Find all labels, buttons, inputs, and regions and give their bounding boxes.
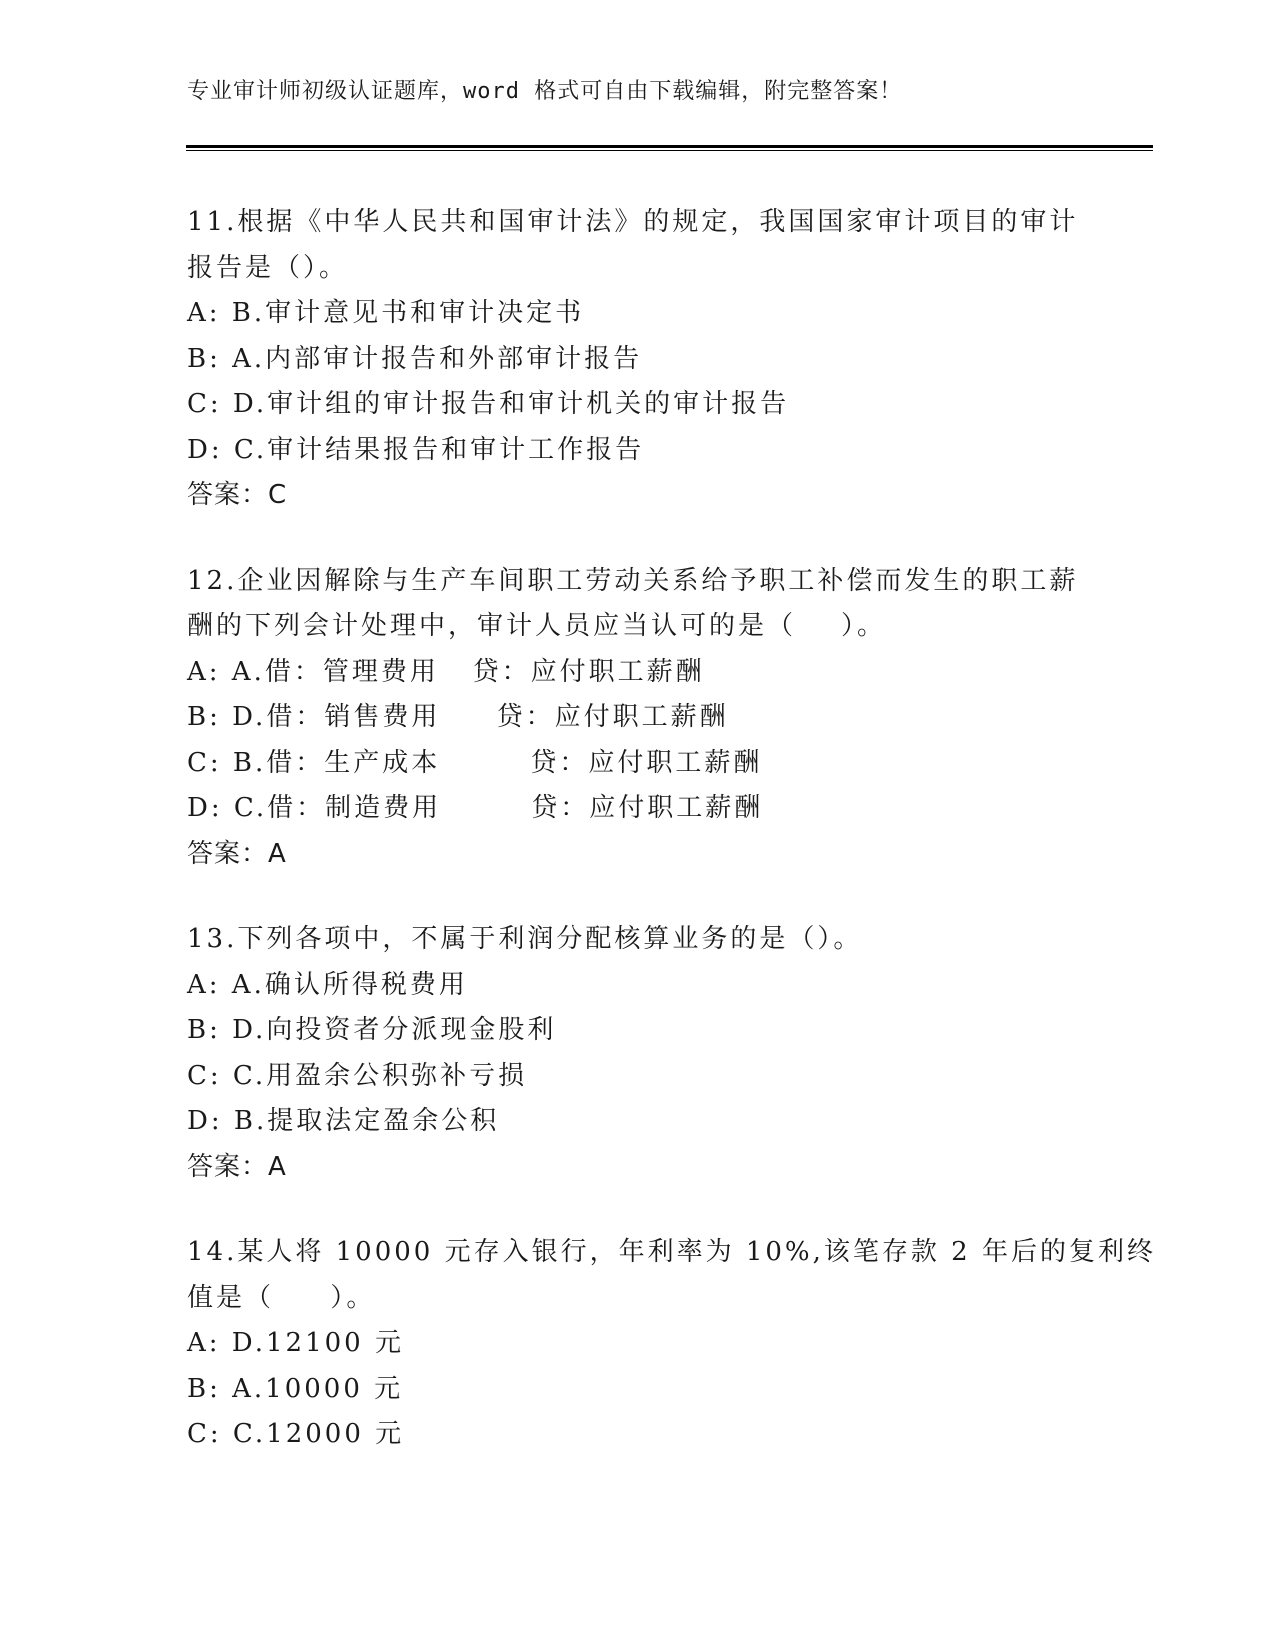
option-b: B: A.10000 元 [187, 1373, 404, 1404]
option-a: A: D.12100 元 [187, 1328, 404, 1358]
option-d: D: B.提取法定盈余公积 [187, 1106, 500, 1136]
answer: 答案：C [187, 480, 288, 510]
question-14 [187, 1230, 1156, 1458]
option-a: A: B.审计意见书和审计决定书 [187, 298, 585, 328]
option-d: D: C.审计结果报告和审计工作报告 [187, 434, 645, 465]
option-c: C: D.审计组的审计报告和审计机关的审计报告 [187, 389, 790, 419]
option-b: B: D.借：销售费用 贷：应付职工薪酬 [187, 702, 729, 732]
option-a: A: A.确认所得税费用 [187, 969, 468, 1000]
page-header: 专业审计师初级认证题库，word 格式可自由下载编辑，附完整答案！ [187, 79, 903, 104]
answer: 答案：A [187, 1151, 287, 1182]
question-stem-line: 14.某人将 10000 元存入银行，年利率为 10%,该笔存款 2 年后的复利终 [187, 1237, 1156, 1267]
question-stem-line: 11.根据《中华人民共和国审计法》的规定，我国国家审计项目的审计 [187, 207, 1079, 237]
header-rule-thick [186, 145, 1153, 148]
question-stem-line: 值是（ ）。 [187, 1282, 376, 1313]
question-11 [187, 200, 1087, 519]
question-stem-line: 13.下列各项中，不属于利润分配核算业务的是（）。 [187, 924, 863, 954]
option-a: A: A.借：管理费用 贷：应付职工薪酬 [187, 656, 705, 687]
question-12 [187, 559, 1087, 878]
question-stem-line: 酬的下列会计处理中，审计人员应当认可的是（ ）。 [187, 611, 887, 641]
question-list [187, 200, 1156, 1498]
question-stem-line: 报告是（）。 [187, 252, 349, 283]
option-c: C: C.12000 元 [187, 1419, 405, 1449]
option-b: B: A.内部审计报告和外部审计报告 [187, 343, 643, 374]
option-d: D: C.借：制造费用 贷：应付职工薪酬 [187, 793, 764, 823]
question-13 [187, 917, 1087, 1190]
header-rule-thin [186, 150, 1153, 151]
question-stem-line: 12.企业因解除与生产车间职工劳动关系给予职工补偿而发生的职工薪 [187, 565, 1079, 596]
option-b: B: D.向投资者分派现金股利 [187, 1015, 557, 1045]
option-c: C: B.借：生产成本 贷：应付职工薪酬 [187, 747, 763, 778]
answer: 答案：A [187, 838, 287, 869]
option-c: C: C.用盈余公积弥补亏损 [187, 1060, 528, 1091]
